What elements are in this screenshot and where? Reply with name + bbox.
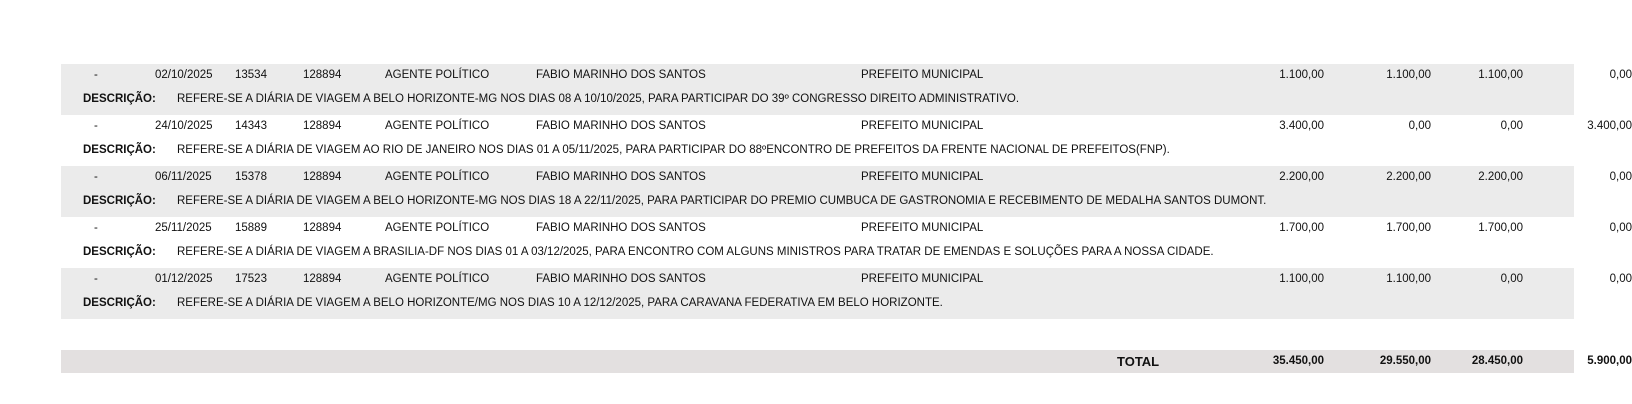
description-text: REFERE-SE A DIÁRIA DE VIAGEM AO RIO DE JANEIRO NOS DIAS 01 A 05/11/2025, PARA PARTICIPAR DO 88ºENCONTRO DE PREFEITOS DA FRENTE NACIONAL DE PREFEITOS(FNP). [177,144,1170,156]
record-number: 15378 [235,171,267,183]
record-value-1: 3.400,00 [1279,120,1324,132]
table-row [61,166,1632,217]
record-value-4: 0,00 [1609,69,1632,81]
record-code: 128894 [303,273,342,285]
record-role: PREFEITO MUNICIPAL [861,120,984,132]
record-value-2: 1.100,00 [1386,273,1431,285]
record-value-4: 0,00 [1609,273,1632,285]
record-value-2: 1.100,00 [1386,69,1431,81]
record-value-1: 1.700,00 [1279,222,1324,234]
row-marker: - [94,222,98,234]
record-value-1: 1.100,00 [1279,273,1324,285]
row-marker: - [94,171,98,183]
record-main-line [61,64,1632,88]
description-label: DESCRIÇÃO: [83,195,156,207]
record-value-1: 1.100,00 [1279,69,1324,81]
record-value-2: 0,00 [1408,120,1431,132]
table-row [61,115,1632,166]
row-marker: - [94,69,98,81]
record-number: 14343 [235,120,267,132]
record-role: PREFEITO MUNICIPAL [861,69,984,81]
description-text: REFERE-SE A DIÁRIA DE VIAGEM A BELO HORIZONTE-MG NOS DIAS 18 A 22/11/2025, PARA PARTICIPAR DO PREMIO CUMBUCA DE GASTRONOMIA E RECEBIMENTO DE MEDALHA SANTOS DUMONT. [177,195,1267,207]
total-row [61,350,1632,373]
description-text: REFERE-SE A DIÁRIA DE VIAGEM A BRASILIA-DF NOS DIAS 01 A 03/12/2025, PARA ENCONTRO COM ALGUNS MINISTROS PARA TRATAR DE EMENDAS E SOLUÇÕES PARA A NOSSA CIDADE. [177,246,1214,258]
record-name: FABIO MARINHO DOS SANTOS [536,273,706,285]
record-main-line [61,115,1632,139]
description-label: DESCRIÇÃO: [83,144,156,156]
record-name: FABIO MARINHO DOS SANTOS [536,69,706,81]
record-category: AGENTE POLÍTICO [385,222,490,234]
total-value-2: 29.550,00 [1379,355,1431,367]
record-code: 128894 [303,120,342,132]
record-role: PREFEITO MUNICIPAL [861,273,984,285]
record-value-3: 0,00 [1500,273,1523,285]
record-category: AGENTE POLÍTICO [385,171,490,183]
record-date: 01/12/2025 [155,273,213,285]
record-date: 06/11/2025 [155,171,212,183]
record-value-4: 0,00 [1609,222,1632,234]
row-marker: - [94,273,98,285]
record-main-line [61,166,1632,190]
record-role: PREFEITO MUNICIPAL [861,171,984,183]
records-table [61,64,1632,319]
record-value-4: 3.400,00 [1587,120,1632,132]
total-value-4: 5.900,00 [1587,355,1632,367]
record-code: 128894 [303,171,342,183]
description-label: DESCRIÇÃO: [83,297,156,309]
record-name: FABIO MARINHO DOS SANTOS [536,222,706,234]
description-text: REFERE-SE A DIÁRIA DE VIAGEM A BELO HORIZONTE-MG NOS DIAS 08 A 10/10/2025, PARA PARTICIPAR DO 39º CONGRESSO DIREITO ADMINISTRATIVO. [177,93,1020,105]
record-value-3: 0,00 [1500,120,1523,132]
total-value-3: 28.450,00 [1471,355,1523,367]
record-description-line [61,193,1574,215]
record-value-4: 0,00 [1609,171,1632,183]
record-value-3: 1.100,00 [1478,69,1523,81]
record-code: 128894 [303,222,342,234]
record-date: 02/10/2025 [155,69,213,81]
record-description-line [61,244,1574,266]
record-number: 17523 [235,273,267,285]
record-category: AGENTE POLÍTICO [385,120,490,132]
record-description-line [61,91,1574,113]
description-label: DESCRIÇÃO: [83,93,156,105]
record-date: 24/10/2025 [155,120,213,132]
description-label: DESCRIÇÃO: [83,246,156,258]
record-description-line [61,142,1574,164]
record-name: FABIO MARINHO DOS SANTOS [536,171,706,183]
total-label: TOTAL [1117,354,1160,369]
record-description-line [61,295,1574,317]
table-row [61,217,1632,268]
table-row [61,64,1632,115]
total-value-1: 35.450,00 [1272,355,1324,367]
record-value-3: 1.700,00 [1478,222,1523,234]
row-marker: - [94,120,98,132]
record-date: 25/11/2025 [155,222,212,234]
table-row [61,268,1632,319]
record-category: AGENTE POLÍTICO [385,69,490,81]
record-value-2: 2.200,00 [1386,171,1431,183]
record-main-line [61,217,1632,241]
record-value-1: 2.200,00 [1279,171,1324,183]
record-number: 13534 [235,69,267,81]
record-number: 15889 [235,222,267,234]
record-value-2: 1.700,00 [1386,222,1431,234]
record-role: PREFEITO MUNICIPAL [861,222,984,234]
description-text: REFERE-SE A DIÁRIA DE VIAGEM A BELO HORIZONTE/MG NOS DIAS 10 A 12/12/2025, PARA CARAVANA FEDERATIVA EM BELO HORIZONTE. [177,297,943,309]
record-value-3: 2.200,00 [1478,171,1523,183]
record-main-line [61,268,1632,292]
record-category: AGENTE POLÍTICO [385,273,490,285]
record-name: FABIO MARINHO DOS SANTOS [536,120,706,132]
record-code: 128894 [303,69,342,81]
